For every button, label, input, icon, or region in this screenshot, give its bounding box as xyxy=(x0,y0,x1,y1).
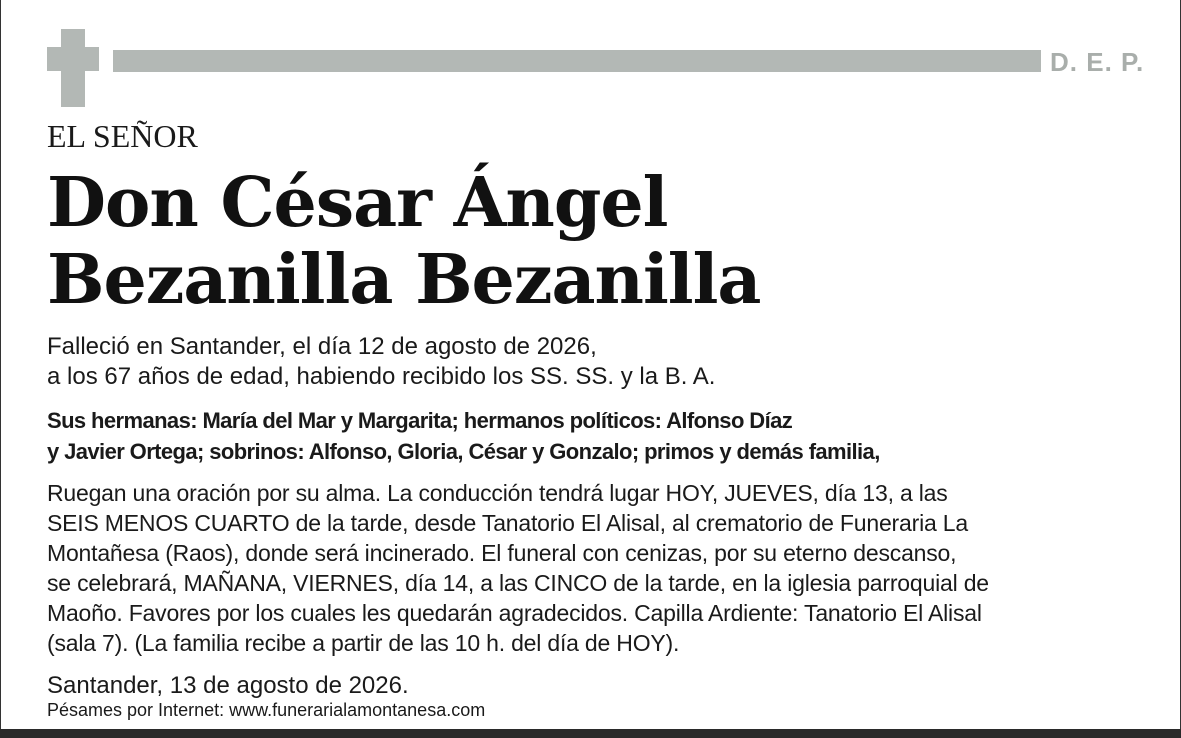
family-line: y Javier Ortega; sobrinos: Alfonso, Gloria, César y Gonzalo; primos y demás familia, xyxy=(47,439,880,464)
title-prefix: EL SEÑOR xyxy=(47,118,198,154)
service-paragraph xyxy=(47,478,989,658)
service-line: (sala 7). (La familia recibe a partir de las 10 h. del día de HOY). xyxy=(47,630,680,656)
header-rule xyxy=(113,50,1041,72)
name-line: Bezanilla Bezanilla xyxy=(47,240,761,320)
service-line: Maoño. Favores por los cuales les quedarán agradecidos. Capilla Ardiente: Tanatorio El Alisal xyxy=(47,600,982,626)
cross-icon-arm xyxy=(47,47,99,71)
death-paragraph xyxy=(47,332,715,392)
family-paragraph xyxy=(47,405,880,467)
service-line: Montañesa (Raos), donde será incinerado. El funeral con cenizas, por su eterno descanso, xyxy=(47,540,957,566)
death-line: a los 67 años de edad, habiendo recibido los SS. SS. y la B. A. xyxy=(47,363,716,390)
bottom-bar xyxy=(0,729,1181,738)
service-line: Ruegan una oración por su alma. La conducción tendrá lugar HOY, JUEVES, día 13, a las xyxy=(47,480,948,506)
family-line: Sus hermanas: María del Mar y Margarita; hermanos políticos: Alfonso Díaz xyxy=(47,408,793,433)
deceased-name xyxy=(47,165,761,319)
service-line: SEIS MENOS CUARTO de la tarde, desde Tanatorio El Alisal, al crematorio de Funeraria La xyxy=(47,510,968,536)
service-line: se celebrará, MAÑANA, VIERNES, día 14, a las CINCO de la tarde, en la iglesia parroquial de xyxy=(47,570,989,596)
dateline: Santander, 13 de agosto de 2026. xyxy=(47,672,409,699)
dep-label: D. E. P. xyxy=(1050,47,1145,77)
name-line: Don César Ángel xyxy=(47,163,668,243)
death-line: Falleció en Santander, el día 12 de agosto de 2026, xyxy=(47,333,597,360)
condolences-web: Pésames por Internet: www.funerarialamontanesa.com xyxy=(47,700,486,720)
